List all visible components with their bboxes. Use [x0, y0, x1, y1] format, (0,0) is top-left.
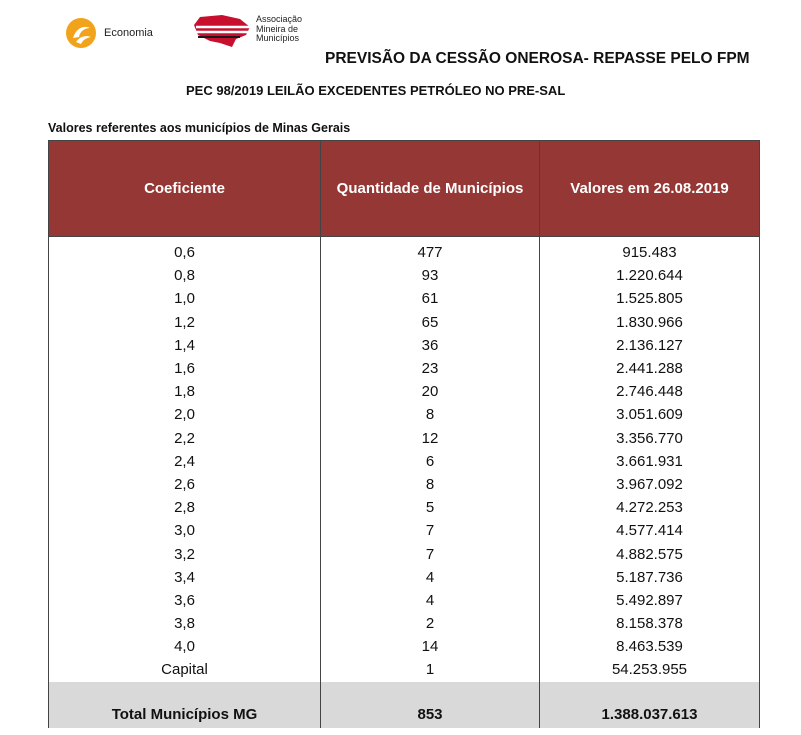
quantidade-cell: 8: [321, 403, 540, 426]
amm-logo: [192, 13, 302, 51]
quantidade-cell: 2: [321, 612, 540, 635]
coeficiente-cell: Capital: [49, 658, 321, 681]
valor-cell: 4.882.575: [540, 542, 760, 565]
table-row: [49, 473, 760, 496]
coeficiente-cell: 3,2: [49, 542, 321, 565]
table-row: [49, 566, 760, 589]
quantidade-cell: 61: [321, 287, 540, 310]
table-row: [49, 427, 760, 450]
valor-cell: 4.272.253: [540, 496, 760, 519]
quantidade-cell: 6: [321, 450, 540, 473]
coeficiente-cell: 2,0: [49, 403, 321, 426]
table-row: [49, 287, 760, 310]
valor-cell: 8.158.378: [540, 612, 760, 635]
coeficiente-cell: 4,0: [49, 635, 321, 658]
valor-cell: 3.051.609: [540, 403, 760, 426]
table-row: [49, 519, 760, 542]
coeficiente-cell: 1,8: [49, 380, 321, 403]
table-row: [49, 334, 760, 357]
economia-logo: [64, 16, 153, 50]
page-subtitle: PEC 98/2019 LEILÃO EXCEDENTES PETRÓLEO NO PRE-SAL: [186, 83, 566, 98]
quantidade-cell: 7: [321, 519, 540, 542]
valor-cell: 8.463.539: [540, 635, 760, 658]
table-row: [49, 450, 760, 473]
valor-cell: 1.830.966: [540, 311, 760, 334]
column-header-quantidade: Quantidade de Municípios: [321, 141, 540, 237]
valor-cell: 1.525.805: [540, 287, 760, 310]
quantidade-cell: 12: [321, 427, 540, 450]
table-row: [49, 264, 760, 287]
table-row: [49, 612, 760, 635]
column-header-coeficiente: Coeficiente: [49, 141, 321, 237]
table-body: [49, 237, 760, 728]
economia-logo-label: Economia: [104, 27, 153, 39]
amm-logo-text: Associação Mineira de Municípios: [256, 14, 303, 43]
table-row: [49, 403, 760, 426]
valor-cell: 4.577.414: [540, 519, 760, 542]
coeficiente-cell: 3,8: [49, 612, 321, 635]
economia-emblem-icon: [64, 16, 98, 50]
valor-cell: 915.483: [540, 237, 760, 265]
quantidade-cell: 8: [321, 473, 540, 496]
table-row: [49, 635, 760, 658]
column-header-valores: Valores em 26.08.2019: [540, 141, 760, 237]
quantidade-cell: 93: [321, 264, 540, 287]
quantidade-cell: 7: [321, 542, 540, 565]
table-row: [49, 311, 760, 334]
valor-cell: 3.356.770: [540, 427, 760, 450]
coeficiente-cell: 1,4: [49, 334, 321, 357]
minas-gerais-map-icon: [192, 13, 254, 51]
valor-cell: 1.220.644: [540, 264, 760, 287]
quantidade-cell: 23: [321, 357, 540, 380]
table-header-row: [49, 141, 760, 237]
quantidade-cell: 1: [321, 658, 540, 681]
coeficiente-cell: 1,2: [49, 311, 321, 334]
valor-cell: 5.187.736: [540, 566, 760, 589]
coeficiente-cell: 1,6: [49, 357, 321, 380]
coeficiente-cell: 3,4: [49, 566, 321, 589]
total-quantidade: 853: [321, 682, 540, 728]
coeficiente-cell: 2,2: [49, 427, 321, 450]
table-row: [49, 357, 760, 380]
coeficiente-cell: 2,6: [49, 473, 321, 496]
valor-cell: 2.136.127: [540, 334, 760, 357]
table-row: [49, 496, 760, 519]
table-row: [49, 542, 760, 565]
coeficiente-cell: 3,0: [49, 519, 321, 542]
table-row: [49, 380, 760, 403]
quantidade-cell: 65: [321, 311, 540, 334]
fpm-table: [48, 140, 760, 728]
table-row: [49, 658, 760, 681]
coeficiente-cell: 2,4: [49, 450, 321, 473]
coeficiente-cell: 1,0: [49, 287, 321, 310]
coeficiente-cell: 2,8: [49, 496, 321, 519]
coeficiente-cell: 3,6: [49, 589, 321, 612]
valor-cell: 2.746.448: [540, 380, 760, 403]
quantidade-cell: 14: [321, 635, 540, 658]
coeficiente-cell: 0,6: [49, 237, 321, 265]
quantidade-cell: 36: [321, 334, 540, 357]
page-title: PREVISÃO DA CESSÃO ONEROSA- REPASSE PELO FPM: [325, 50, 750, 67]
valor-cell: 54.253.955: [540, 658, 760, 681]
total-row: [49, 682, 760, 728]
total-label: Total Municípios MG: [49, 682, 321, 728]
valor-cell: 3.661.931: [540, 450, 760, 473]
quantidade-cell: 20: [321, 380, 540, 403]
quantidade-cell: 5: [321, 496, 540, 519]
quantidade-cell: 4: [321, 589, 540, 612]
quantidade-cell: 4: [321, 566, 540, 589]
table-caption: Valores referentes aos municípios de Minas Gerais: [48, 121, 351, 135]
valor-cell: 3.967.092: [540, 473, 760, 496]
valor-cell: 5.492.897: [540, 589, 760, 612]
table-row: [49, 589, 760, 612]
quantidade-cell: 477: [321, 237, 540, 265]
table-row: [49, 237, 760, 265]
valor-cell: 2.441.288: [540, 357, 760, 380]
total-valor: 1.388.037.613: [540, 682, 760, 728]
coeficiente-cell: 0,8: [49, 264, 321, 287]
